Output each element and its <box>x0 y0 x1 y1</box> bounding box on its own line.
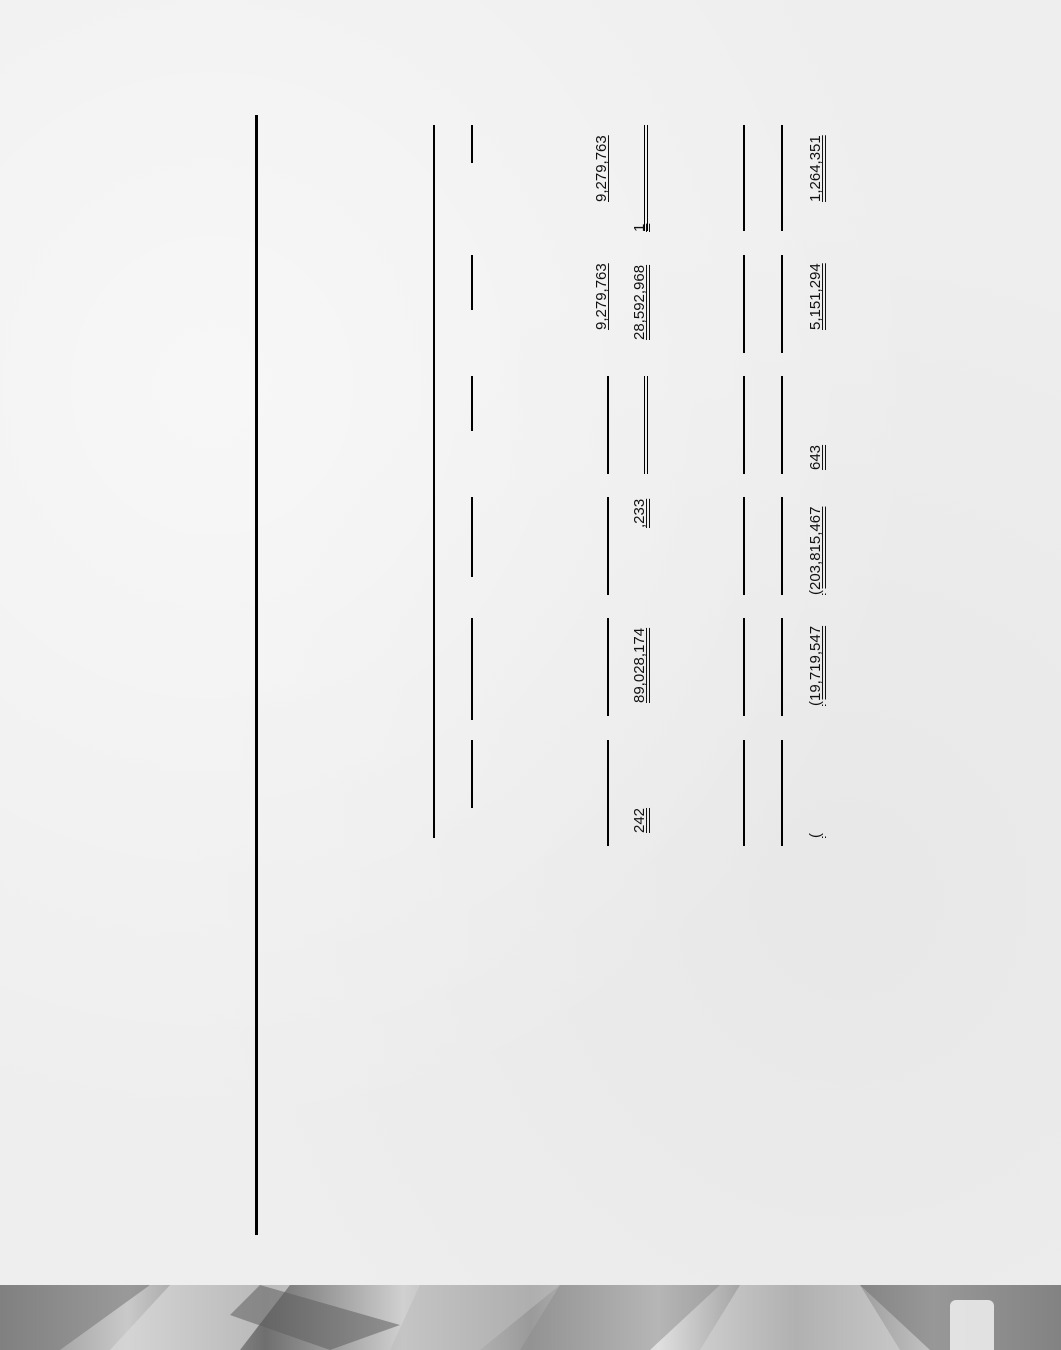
header-tick-5 <box>471 618 473 720</box>
row-rule-3f <box>781 740 783 846</box>
row-rule-1b <box>607 497 609 595</box>
value-col1-a: 9,279,763 <box>593 135 610 202</box>
row-rule-2f <box>743 740 745 846</box>
row-rule-1c <box>607 618 609 716</box>
row-rule-2a <box>743 125 745 231</box>
row-rule-2c <box>743 376 745 474</box>
value-col2-b: 28,592,968 <box>631 264 648 340</box>
value-col3-a: 643 <box>807 444 824 470</box>
row-rule-3d <box>781 497 783 595</box>
value-col5-a: 89,028,174 <box>631 627 648 703</box>
value-col6-b: ( <box>807 833 824 838</box>
row-rule-1a <box>607 376 609 474</box>
row-rule-2d <box>743 497 745 595</box>
header-rule <box>433 125 435 838</box>
footer-facets <box>0 1285 1061 1350</box>
row-rule-3c <box>781 376 783 474</box>
header-tick-4 <box>471 497 473 577</box>
left-rule <box>255 115 258 1235</box>
row-rule-3e <box>781 618 783 716</box>
row-rule-3a <box>781 125 783 231</box>
header-tick-6 <box>471 740 473 808</box>
row-rule-3b <box>781 255 783 353</box>
dbl-rule-a2 <box>647 125 648 231</box>
header-tick-1 <box>471 125 473 163</box>
header-tick-2 <box>471 255 473 310</box>
value-col2-a: 9,279,763 <box>593 263 610 330</box>
value-col5-b: (19,719,547 <box>807 625 824 706</box>
dbl-rule-b2 <box>647 376 648 474</box>
header-tick-3 <box>471 376 473 431</box>
row-rule-1d <box>607 740 609 846</box>
value-col6-a: 242 <box>631 807 648 833</box>
decorative-footer <box>0 1285 1061 1350</box>
value-col1-b: 1 <box>631 223 648 232</box>
value-col4-a: ,233 <box>631 498 648 528</box>
page-corner-tab <box>950 1300 994 1350</box>
value-col4-b: (203,815,467 <box>807 506 824 595</box>
value-col1-c: 1,264,351 <box>807 135 824 202</box>
dbl-rule-a1 <box>644 125 645 231</box>
row-rule-2b <box>743 255 745 353</box>
row-rule-2e <box>743 618 745 716</box>
value-col2-c: 5,151,294 <box>807 263 824 330</box>
dbl-rule-b1 <box>644 376 645 474</box>
